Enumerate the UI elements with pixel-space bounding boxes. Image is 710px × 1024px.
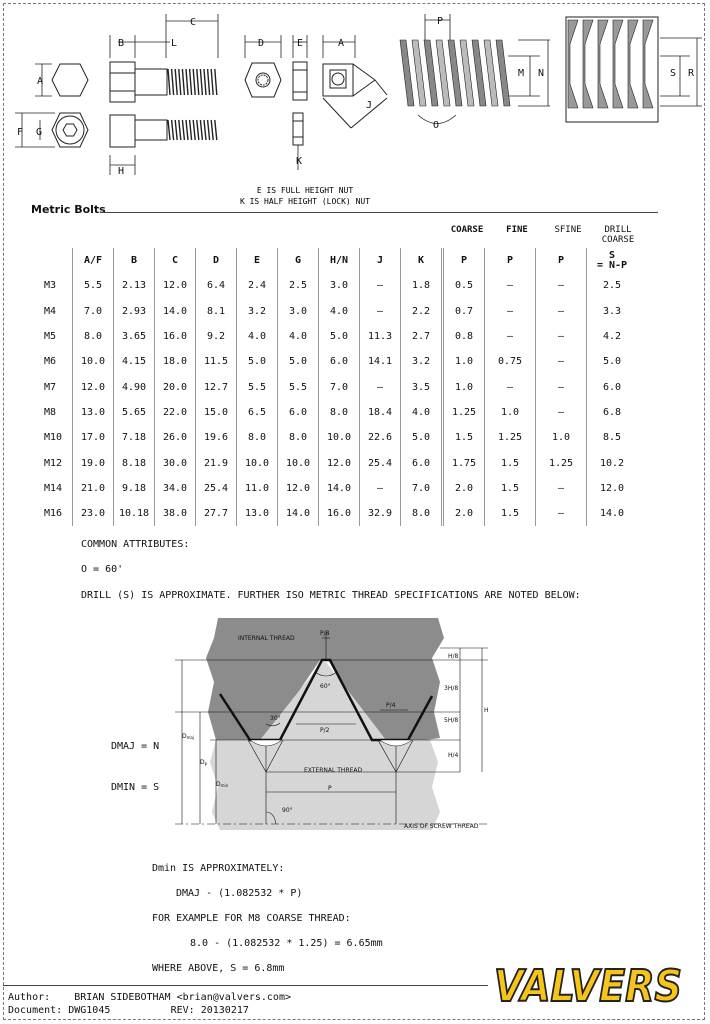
value-cell: 14.0 <box>319 476 360 501</box>
value-cell: 12.0 <box>319 450 360 475</box>
value-cell: 1.0 <box>443 349 485 374</box>
note-common: COMMON ATTRIBUTES: <box>81 539 190 550</box>
col-header: K <box>401 248 443 273</box>
table-row <box>28 349 637 374</box>
col-header: D <box>196 248 237 273</box>
value-cell: 1.25 <box>536 450 587 475</box>
value-cell: 30.0 <box>155 450 196 475</box>
header-sfine: SFINE <box>554 225 582 235</box>
footer-author <box>8 992 291 1003</box>
footer-divider <box>3 985 488 986</box>
value-cell: 11.0 <box>237 476 278 501</box>
svg-text:A: A <box>37 76 44 87</box>
formula-line-4: 8.0 - (1.082532 * 1.25) = 6.65mm <box>190 938 383 949</box>
value-cell: 10.0 <box>278 450 319 475</box>
iso-thread-profile-diagram <box>170 612 500 832</box>
value-cell: 5.5 <box>237 374 278 399</box>
h8-label: H/8 <box>448 653 459 660</box>
value-cell: 3.0 <box>319 273 360 298</box>
value-cell: 12.0 <box>155 273 196 298</box>
formula-line-5: WHERE ABOVE, S = 6.8mm <box>152 963 285 974</box>
size-cell: M4 <box>44 305 57 317</box>
value-cell: 7.0 <box>401 476 443 501</box>
metric-bolts-table <box>28 248 637 526</box>
value-cell: 6.0 <box>278 400 319 425</box>
col-header: G <box>278 248 319 273</box>
table-row <box>28 273 637 298</box>
svg-text:D: D <box>258 38 265 49</box>
col-header: J <box>360 248 401 273</box>
value-cell: 22.6 <box>360 425 401 450</box>
value-cell: 34.0 <box>155 476 196 501</box>
value-cell: 0.5 <box>443 273 485 298</box>
bolt-nut-diagram <box>0 0 710 210</box>
value-cell: 2.4 <box>237 273 278 298</box>
dmaj-equals-n: DMAJ = N <box>111 741 160 752</box>
table-row <box>28 501 637 526</box>
col-header: A/F <box>73 248 114 273</box>
value-cell: 18.4 <box>360 400 401 425</box>
value-cell: 6.8 <box>587 400 638 425</box>
value-cell: 14.0 <box>587 501 638 526</box>
value-cell: 8.0 <box>319 400 360 425</box>
nut-note-k: K IS HALF HEIGHT (LOCK) NUT <box>239 197 371 206</box>
size-cell: M16 <box>44 508 63 520</box>
value-cell: 7.0 <box>319 374 360 399</box>
col-header: B <box>114 248 155 273</box>
value-cell: 5.0 <box>319 324 360 349</box>
value-cell: 4.0 <box>319 299 360 324</box>
value-cell: – <box>485 299 536 324</box>
dp-label: Dp <box>200 759 208 766</box>
value-cell: 18.0 <box>155 349 196 374</box>
axis-label: AXIS OF SCREW THREAD <box>404 823 479 830</box>
value-cell: 3.5 <box>401 374 443 399</box>
svg-text:B: B <box>118 38 125 49</box>
value-cell: – <box>536 501 587 526</box>
value-cell: – <box>536 374 587 399</box>
value-cell: 8.5 <box>587 425 638 450</box>
dmaj-label: Dmaj <box>182 733 195 740</box>
size-cell: M7 <box>44 381 57 393</box>
value-cell: – <box>360 273 401 298</box>
value-cell: 4.0 <box>237 324 278 349</box>
angle-30-label: 30° <box>270 715 281 722</box>
formula-line-1: Dmin IS APPROXIMATELY: <box>152 863 285 874</box>
author-label: Author: <box>8 992 51 1003</box>
value-cell: 6.0 <box>587 374 638 399</box>
value-cell: 3.3 <box>587 299 638 324</box>
value-cell: 0.7 <box>443 299 485 324</box>
value-cell: 38.0 <box>155 501 196 526</box>
table-row <box>28 476 637 501</box>
value-cell: 0.75 <box>485 349 536 374</box>
header-fine: FINE <box>506 225 528 235</box>
svg-text:E: E <box>297 38 304 49</box>
value-cell: 1.8 <box>401 273 443 298</box>
p4-label: P/4 <box>386 702 396 709</box>
size-cell: M12 <box>44 457 63 469</box>
value-cell: 10.0 <box>73 349 114 374</box>
value-cell: 12.0 <box>587 476 638 501</box>
table-row <box>28 425 637 450</box>
value-cell: 10.0 <box>319 425 360 450</box>
size-cell: M8 <box>44 406 57 418</box>
value-cell: 3.2 <box>237 299 278 324</box>
value-cell: 6.4 <box>196 273 237 298</box>
value-cell: – <box>360 374 401 399</box>
value-cell: 27.7 <box>196 501 237 526</box>
value-cell: – <box>360 299 401 324</box>
value-cell: 2.5 <box>587 273 638 298</box>
value-cell: 8.0 <box>237 425 278 450</box>
internal-thread-label: INTERNAL THREAD <box>238 635 295 642</box>
value-cell: 2.2 <box>401 299 443 324</box>
value-cell: 16.0 <box>319 501 360 526</box>
table-row <box>28 374 637 399</box>
value-cell: 6.0 <box>401 450 443 475</box>
value-cell: 6.0 <box>319 349 360 374</box>
value-cell: 7.18 <box>114 425 155 450</box>
value-cell: 25.4 <box>196 476 237 501</box>
value-cell: 11.5 <box>196 349 237 374</box>
value-cell: 5.0 <box>401 425 443 450</box>
value-cell: 13.0 <box>73 400 114 425</box>
col-header <box>587 248 638 273</box>
value-cell: 4.90 <box>114 374 155 399</box>
svg-text:G: G <box>36 127 43 138</box>
value-cell: 15.0 <box>196 400 237 425</box>
value-cell: – <box>536 324 587 349</box>
value-cell: 2.5 <box>278 273 319 298</box>
value-cell: 3.65 <box>114 324 155 349</box>
value-cell: 10.0 <box>237 450 278 475</box>
document-value: DWG1045 <box>68 1005 111 1016</box>
value-cell: – <box>485 273 536 298</box>
external-thread-label: EXTERNAL THREAD <box>304 767 363 774</box>
value-cell: 4.15 <box>114 349 155 374</box>
value-cell: 4.0 <box>278 324 319 349</box>
value-cell: 2.93 <box>114 299 155 324</box>
value-cell: 2.7 <box>401 324 443 349</box>
value-cell: 9.18 <box>114 476 155 501</box>
header-coarse: COARSE <box>450 225 484 235</box>
value-cell: 21.0 <box>73 476 114 501</box>
value-cell: 1.5 <box>485 501 536 526</box>
drill-s-label: S <box>608 249 616 261</box>
footer-document <box>8 1005 249 1016</box>
col-header: P <box>536 248 587 273</box>
p8-label: P/8 <box>320 630 330 637</box>
table-row <box>28 324 637 349</box>
table-row <box>28 450 637 475</box>
value-cell: – <box>536 400 587 425</box>
formula-line-3: FOR EXAMPLE FOR M8 COARSE THREAD: <box>152 913 351 924</box>
note-angle: O = 60' <box>81 564 124 575</box>
value-cell: 1.5 <box>485 450 536 475</box>
value-cell: 4.0 <box>401 400 443 425</box>
svg-text:J: J <box>366 100 373 111</box>
col-header: P <box>485 248 536 273</box>
value-cell: 6.5 <box>237 400 278 425</box>
value-cell: 10.2 <box>587 450 638 475</box>
value-cell: 8.0 <box>401 501 443 526</box>
value-cell: 14.0 <box>278 501 319 526</box>
value-cell: 21.9 <box>196 450 237 475</box>
svg-text:H: H <box>118 166 125 177</box>
value-cell: 4.2 <box>587 324 638 349</box>
valvers-logo <box>490 955 688 1012</box>
value-cell: – <box>485 324 536 349</box>
value-cell: – <box>360 476 401 501</box>
value-cell: 5.0 <box>587 349 638 374</box>
value-cell: 1.0 <box>443 374 485 399</box>
value-cell: 23.0 <box>73 501 114 526</box>
value-cell: 2.13 <box>114 273 155 298</box>
col-header: C <box>155 248 196 273</box>
nut-note-e: E IS FULL HEIGHT NUT <box>256 186 354 195</box>
size-cell: M6 <box>44 356 57 368</box>
value-cell: 1.5 <box>485 476 536 501</box>
value-cell: 25.4 <box>360 450 401 475</box>
value-cell: 19.6 <box>196 425 237 450</box>
svg-text:A: A <box>338 38 345 49</box>
p-label: P <box>328 785 332 792</box>
table-row <box>28 299 637 324</box>
value-cell: 8.0 <box>278 425 319 450</box>
value-cell: 1.25 <box>443 400 485 425</box>
value-cell: 2.0 <box>443 476 485 501</box>
note-drill: DRILL (S) IS APPROXIMATE. FURTHER ISO METRIC THREAD SPECIFICATIONS ARE NOTED BELOW: <box>81 590 581 601</box>
drill-formula: = N-P <box>596 259 628 271</box>
value-cell: 20.0 <box>155 374 196 399</box>
col-header: H/N <box>319 248 360 273</box>
svg-text:C: C <box>190 17 197 28</box>
dmin-equals-s: DMIN = S <box>111 782 160 793</box>
value-cell: 5.65 <box>114 400 155 425</box>
size-cell: M3 <box>44 280 57 292</box>
rev-label: REV: <box>170 1005 195 1016</box>
value-cell: 17.0 <box>73 425 114 450</box>
svg-text:R: R <box>688 68 695 79</box>
rev-value: 20130217 <box>200 1005 249 1016</box>
value-cell: 8.0 <box>73 324 114 349</box>
value-cell: – <box>536 476 587 501</box>
p2-label: P/2 <box>320 727 330 734</box>
h4-label: H/4 <box>448 752 459 759</box>
value-cell: 16.0 <box>155 324 196 349</box>
value-cell: 11.3 <box>360 324 401 349</box>
value-cell: 1.0 <box>536 425 587 450</box>
value-cell: 9.2 <box>196 324 237 349</box>
value-cell: – <box>485 374 536 399</box>
value-cell: 13.0 <box>237 501 278 526</box>
author-value: BRIAN SIDEBOTHAM <brian@valvers.com> <box>74 992 291 1003</box>
value-cell: 12.0 <box>73 374 114 399</box>
value-cell: 14.1 <box>360 349 401 374</box>
value-cell: 19.0 <box>73 450 114 475</box>
formula-line-2: DMAJ - (1.082532 * P) <box>176 888 303 899</box>
svg-text:N: N <box>538 68 545 79</box>
value-cell: 10.18 <box>114 501 155 526</box>
value-cell: 22.0 <box>155 400 196 425</box>
value-cell: – <box>536 273 587 298</box>
table-row <box>28 400 637 425</box>
svg-text:L: L <box>171 38 178 49</box>
value-cell: 5.5 <box>278 374 319 399</box>
angle-90-label: 90° <box>282 807 293 814</box>
value-cell: 1.25 <box>485 425 536 450</box>
angle-60-label: 60° <box>320 683 331 690</box>
value-cell: 3.2 <box>401 349 443 374</box>
value-cell: – <box>536 299 587 324</box>
value-cell: 1.5 <box>443 425 485 450</box>
value-cell: – <box>536 349 587 374</box>
value-cell: 5.0 <box>278 349 319 374</box>
value-cell: 1.0 <box>485 400 536 425</box>
svg-text:F: F <box>17 127 24 138</box>
column-header-row <box>28 248 637 273</box>
svg-text:M: M <box>518 68 525 79</box>
value-cell: 8.1 <box>196 299 237 324</box>
dmin-label: Dmin <box>216 781 229 788</box>
col-header: E <box>237 248 278 273</box>
col-header: P <box>443 248 485 273</box>
value-cell: 1.75 <box>443 450 485 475</box>
value-cell: 14.0 <box>155 299 196 324</box>
size-cell: M14 <box>44 482 63 494</box>
size-cell: M5 <box>44 331 57 343</box>
svg-text:VALVERS: VALVERS <box>494 961 682 1012</box>
table-title: Metric Bolts <box>31 203 106 216</box>
value-cell: 2.0 <box>443 501 485 526</box>
value-cell: 26.0 <box>155 425 196 450</box>
title-divider <box>100 212 658 213</box>
value-cell: 7.0 <box>73 299 114 324</box>
header-drill-coarse: COARSE <box>601 235 635 245</box>
value-cell: 32.9 <box>360 501 401 526</box>
svg-text:K: K <box>296 156 303 167</box>
size-cell: M10 <box>44 432 63 444</box>
value-cell: 5.5 <box>73 273 114 298</box>
svg-text:O: O <box>433 120 440 131</box>
document-label: Document: <box>8 1005 63 1016</box>
value-cell: 8.18 <box>114 450 155 475</box>
svg-text:S: S <box>670 68 677 79</box>
header-drill: DRILL <box>604 225 632 235</box>
value-cell: 5.0 <box>237 349 278 374</box>
h58-label: 5H/8 <box>444 717 459 724</box>
value-cell: 12.7 <box>196 374 237 399</box>
value-cell: 3.0 <box>278 299 319 324</box>
value-cell: 0.8 <box>443 324 485 349</box>
value-cell: 12.0 <box>278 476 319 501</box>
svg-text:P: P <box>437 16 444 27</box>
h-label: H <box>484 707 489 714</box>
h38-label: 3H/8 <box>444 685 459 692</box>
